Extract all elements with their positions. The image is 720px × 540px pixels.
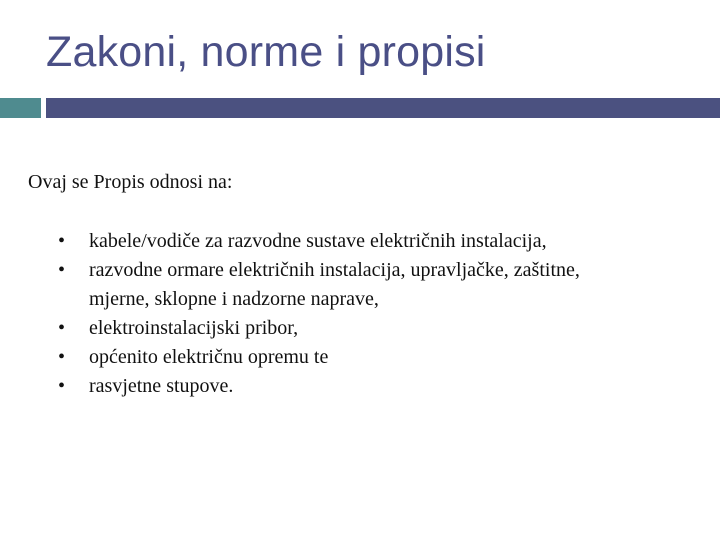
- bullet-text: rasvjetne stupove.: [89, 375, 234, 397]
- bullet-icon: •: [58, 375, 66, 397]
- bullet-text: razvodne ormare električnih instalacija, upravljačke, zaštitne,: [89, 259, 580, 281]
- bullet-icon: •: [58, 230, 66, 252]
- bullet-text: kabele/vodiče za razvodne sustave električnih instalacija,: [89, 230, 547, 252]
- bullet-text-continued: mjerne, sklopne i nadzorne naprave,: [89, 288, 379, 310]
- list-item: [58, 227, 580, 256]
- bullet-icon: •: [58, 259, 66, 281]
- list-item: [58, 372, 580, 401]
- list-item: [58, 256, 580, 314]
- bullet-icon: •: [58, 317, 66, 339]
- accent-bar-right: [46, 98, 720, 118]
- accent-bar-left: [0, 98, 41, 118]
- bullet-list: [58, 227, 580, 401]
- bullet-icon: •: [58, 346, 66, 368]
- bullet-text: elektroinstalacijski pribor,: [89, 317, 299, 339]
- list-item: [58, 343, 580, 372]
- intro-text: Ovaj se Propis odnosi na:: [28, 171, 233, 193]
- bullet-text: općenito električnu opremu te: [89, 346, 329, 368]
- list-item: [58, 314, 580, 343]
- slide-title: Zakoni, norme i propisi: [46, 28, 486, 76]
